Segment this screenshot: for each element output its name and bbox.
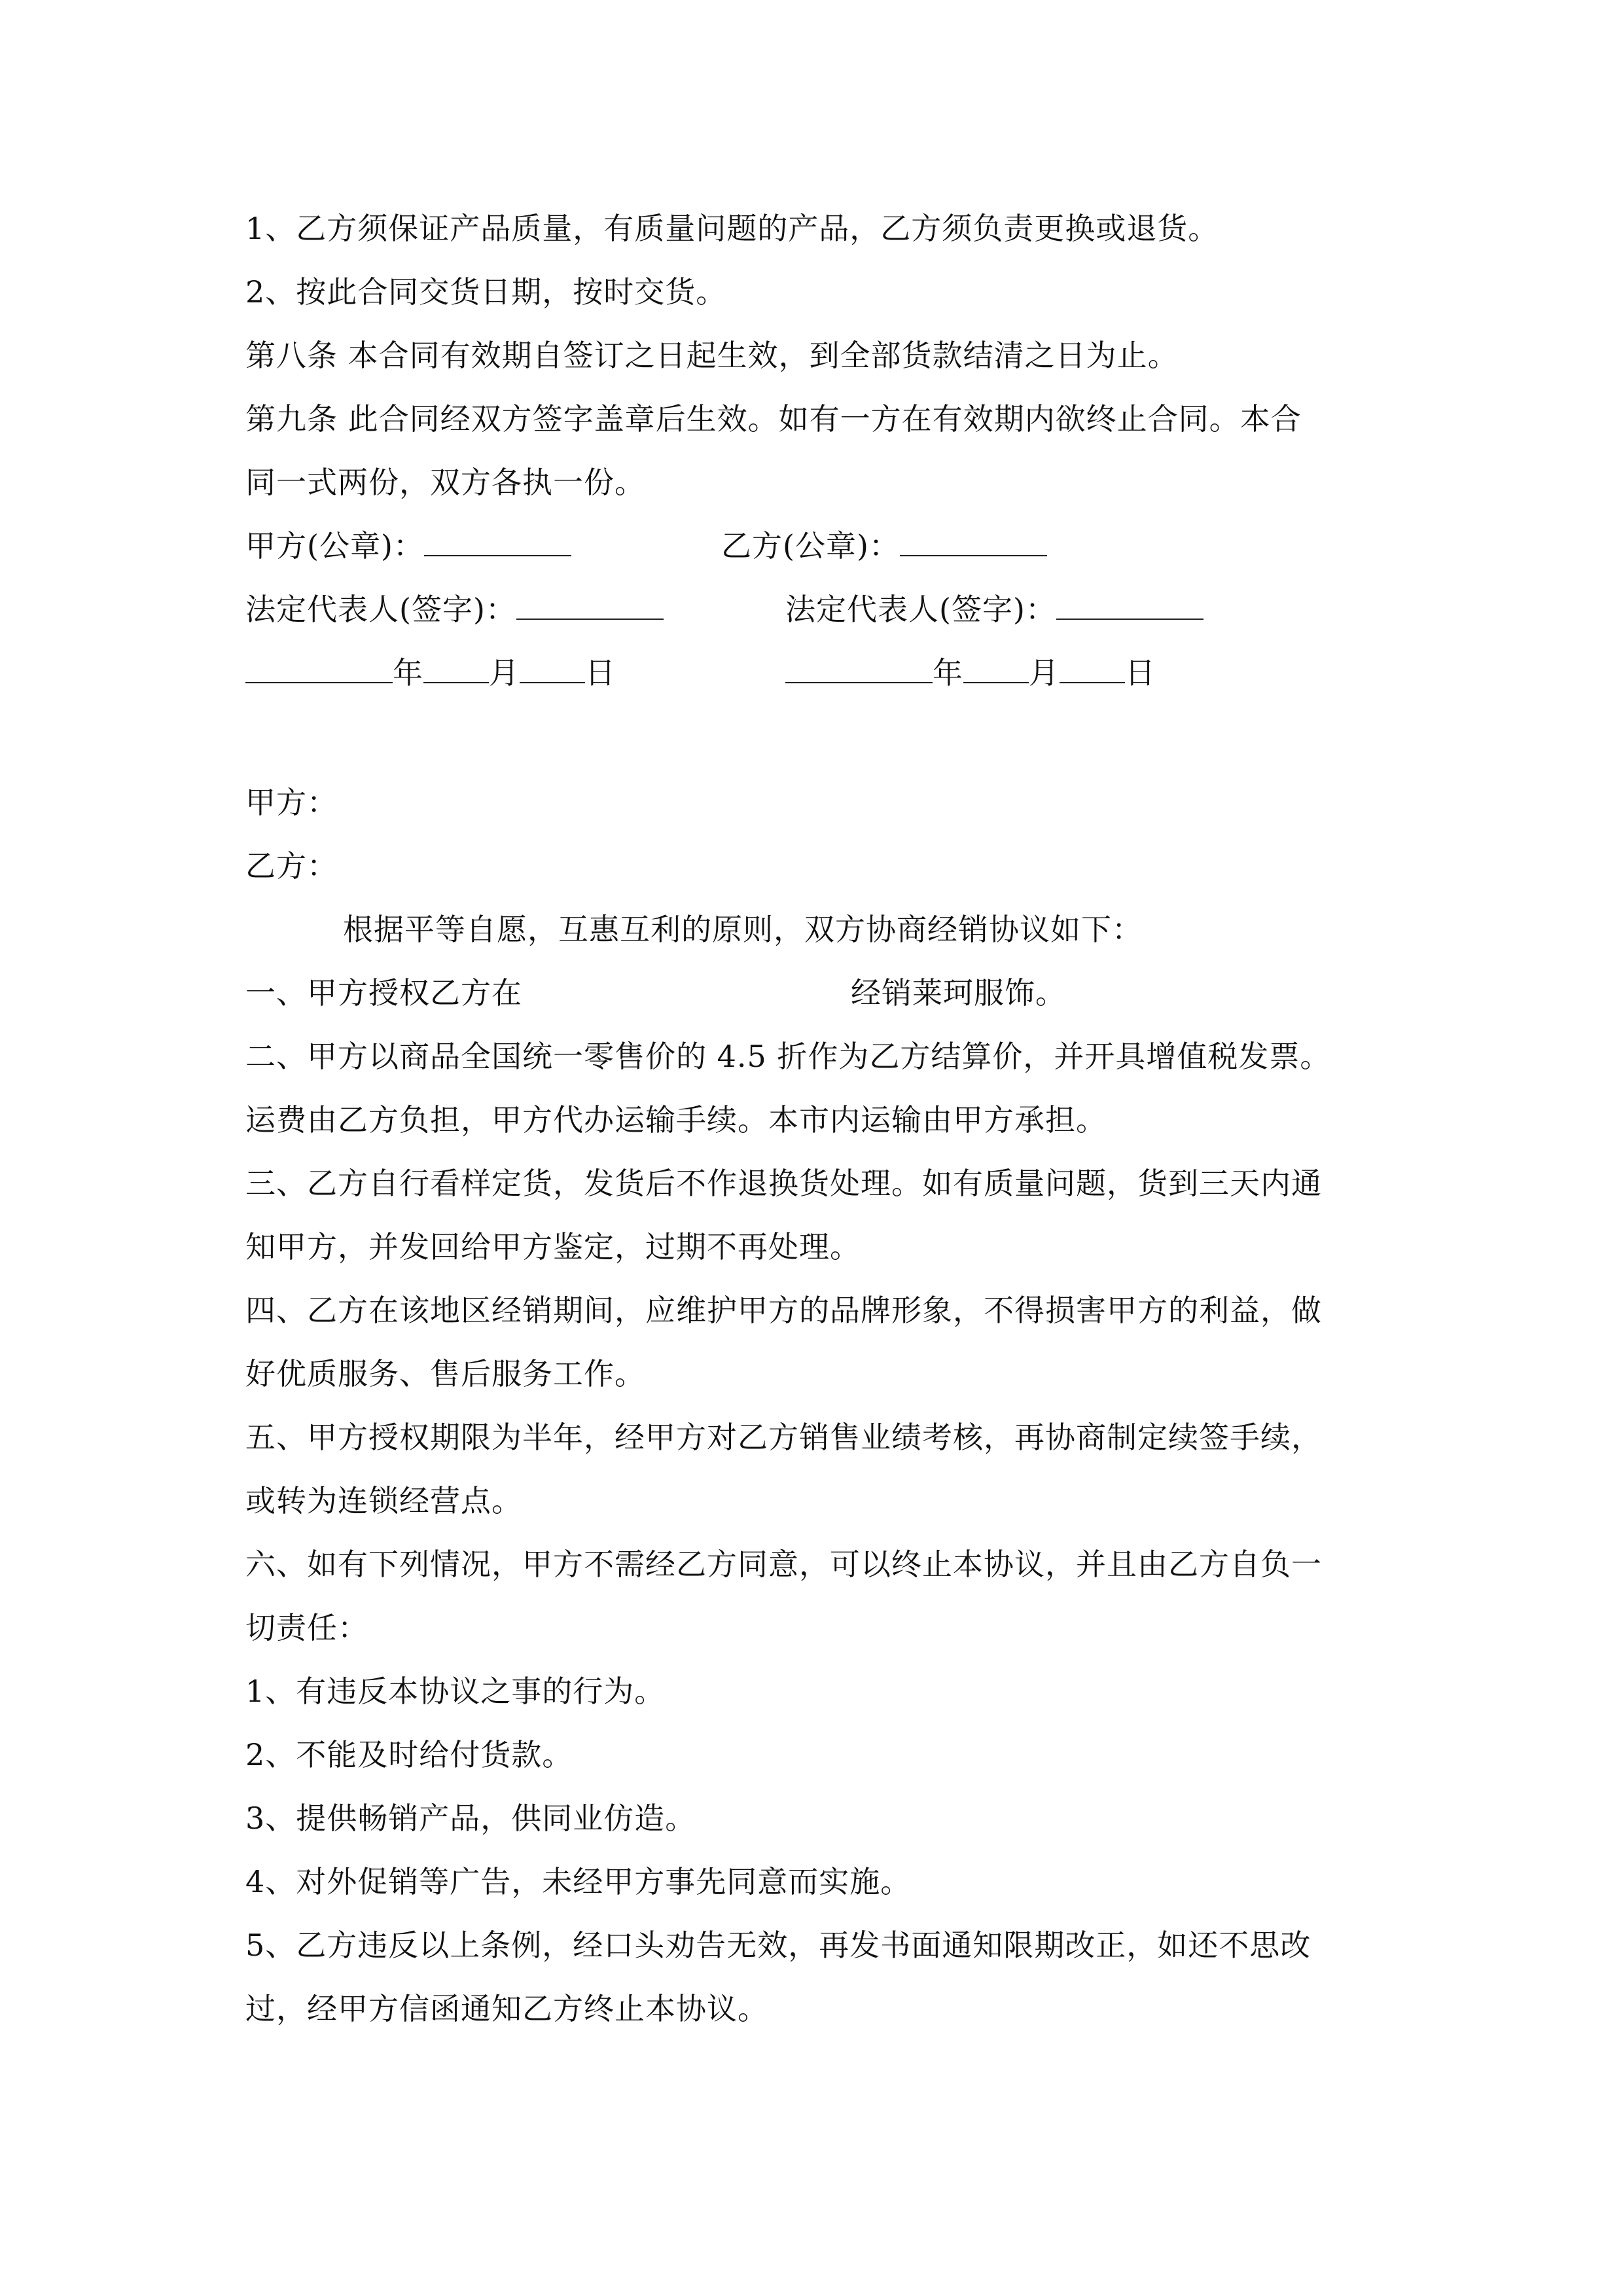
party-b-seal-blank [900,529,1047,556]
day-label-a: 日 [585,655,616,691]
party-b-seal-label: 乙方(公章)： [721,528,900,564]
month-blank-b [963,656,1029,683]
rep-a-blank [516,592,664,620]
party-a-seal-label: 甲方(公章)： [245,528,424,564]
clause-three: 三、乙方自行看样定货，发货后不作退换货处理。如有质量问题，货到三天内通 [245,1166,1322,1201]
date-row-b [785,655,1156,691]
clause-four-cont: 好优质服务、售后服务工作。 [245,1356,645,1391]
month-label-b: 月 [1029,655,1060,691]
party-a-seal-blank [424,529,571,556]
sub-clause-3: 3、提供畅销产品，供同业仿造。 [245,1801,696,1836]
year-blank-a [245,656,393,683]
party-a-label: 甲方： [245,785,338,820]
clause-three-cont: 知甲方，并发回给甲方鉴定，过期不再处理。 [245,1229,861,1265]
date-row-a [245,655,616,691]
clause-one-a: 一、甲方授权乙方在 [245,975,522,1011]
month-label-a: 月 [489,655,520,691]
clause-one-b: 经销莱珂服饰。 [851,975,1066,1011]
clause-two: 二、甲方以商品全国统一零售价的 4.5 折作为乙方结算价，并开具增值税发票。 [245,1039,1331,1074]
sub-clause-5-cont: 过，经甲方信函通知乙方终止本协议。 [245,1991,768,2026]
clause-two-cont: 运费由乙方负担，甲方代办运输手续。本市内运输由甲方承担。 [245,1102,1107,1138]
seal-row [245,528,571,564]
clause-quality: 1、乙方须保证产品质量，有质量问题的产品，乙方须负责更换或退货。 [245,211,1219,246]
seal-row-b [721,528,1047,564]
agreement-intro: 根据平等自愿，互惠互利的原则，双方协商经销协议如下： [343,912,1143,947]
year-blank-b [785,656,933,683]
clause-five: 五、甲方授权期限为半年，经甲方对乙方销售业绩考核，再协商制定续签手续， [245,1420,1322,1455]
day-label-b: 日 [1125,655,1156,691]
rep-b-blank [1056,592,1204,620]
clause-four: 四、乙方在该地区经销期间，应维护甲方的品牌形象，不得损害甲方的利益，做 [245,1293,1322,1328]
rep-row-a [245,591,664,628]
month-blank-a [423,656,489,683]
clause-six: 六、如有下列情况，甲方不需经乙方同意，可以终止本协议，并且由乙方自负一 [245,1547,1322,1582]
rep-a-label: 法定代表人(签字)： [245,592,516,627]
sub-clause-4: 4、对外促销等广告，未经甲方事先同意而实施。 [245,1864,912,1899]
clause-delivery: 2、按此合同交货日期，按时交货。 [245,274,727,310]
year-label-a: 年 [393,655,423,691]
article-eight: 第八条 本合同有效期自签订之日起生效，到全部货款结清之日为止。 [245,338,1179,373]
year-label-b: 年 [933,655,963,691]
article-nine-cont: 同一式两份，双方各执一份。 [245,465,645,500]
sub-clause-1: 1、有违反本协议之事的行为。 [245,1674,666,1709]
sub-clause-2: 2、不能及时给付货款。 [245,1737,573,1772]
article-nine: 第九条 此合同经双方签字盖章后生效。如有一方在有效期内欲终止合同。本合 [245,401,1302,437]
rep-row-b [785,591,1204,628]
day-blank-a [520,656,585,683]
clause-five-cont: 或转为连锁经营点。 [245,1483,522,1518]
party-b-label: 乙方： [245,848,338,884]
clause-six-cont: 切责任： [245,1610,368,1645]
day-blank-b [1060,656,1125,683]
rep-b-label: 法定代表人(签字)： [785,592,1056,627]
sub-clause-5: 5、乙方违反以上条例，经口头劝告无效，再发书面通知限期改正，如还不思改 [245,1928,1311,1963]
